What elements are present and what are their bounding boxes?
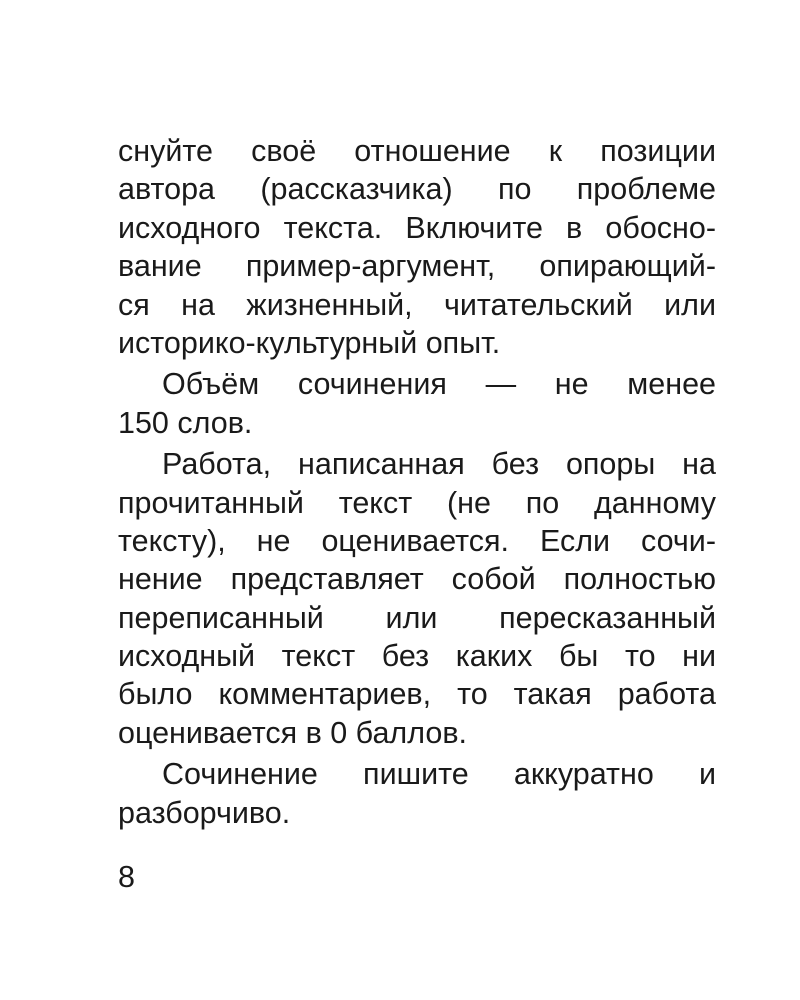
text-line: историко-культурный опыт. bbox=[118, 325, 501, 360]
page-number: 8 bbox=[118, 860, 135, 894]
text-line: Сочинение пишите аккуратно и bbox=[162, 757, 716, 792]
text-line: Работа, написанная без опоры на bbox=[162, 447, 716, 482]
text-line: исходный текст без каких бы то ни bbox=[118, 639, 716, 674]
text-line: тексту), не оценивается. Если сочи- bbox=[118, 523, 716, 558]
text-line: Объём сочинения — не менее bbox=[162, 367, 716, 402]
text-line: вание пример-аргумент, опирающий- bbox=[118, 249, 716, 284]
text-line: 150 слов. bbox=[118, 405, 253, 440]
text-line: было комментариев, то такая работа bbox=[118, 677, 716, 712]
text-line: переписанный или пересказанный bbox=[118, 600, 716, 635]
text-line: автора (рассказчика) по проблеме bbox=[118, 172, 716, 207]
paragraph-instruction bbox=[118, 132, 716, 362]
body-text bbox=[118, 132, 716, 832]
text-line: исходного текста. Включите в обосно- bbox=[118, 210, 716, 245]
text-line: ся на жизненный, читательский или bbox=[118, 287, 716, 322]
text-line: снуйте своё отношение к позиции bbox=[118, 134, 716, 168]
paragraph-volume bbox=[118, 365, 716, 442]
paragraph-neatness bbox=[118, 755, 716, 832]
paragraph-evaluation bbox=[118, 445, 716, 752]
text-line: нение представляет собой полностью bbox=[118, 562, 716, 597]
text-line: разборчиво. bbox=[118, 795, 291, 830]
text-line: прочитанный текст (не по данному bbox=[118, 485, 716, 520]
text-line: оценивается в 0 баллов. bbox=[118, 715, 467, 750]
